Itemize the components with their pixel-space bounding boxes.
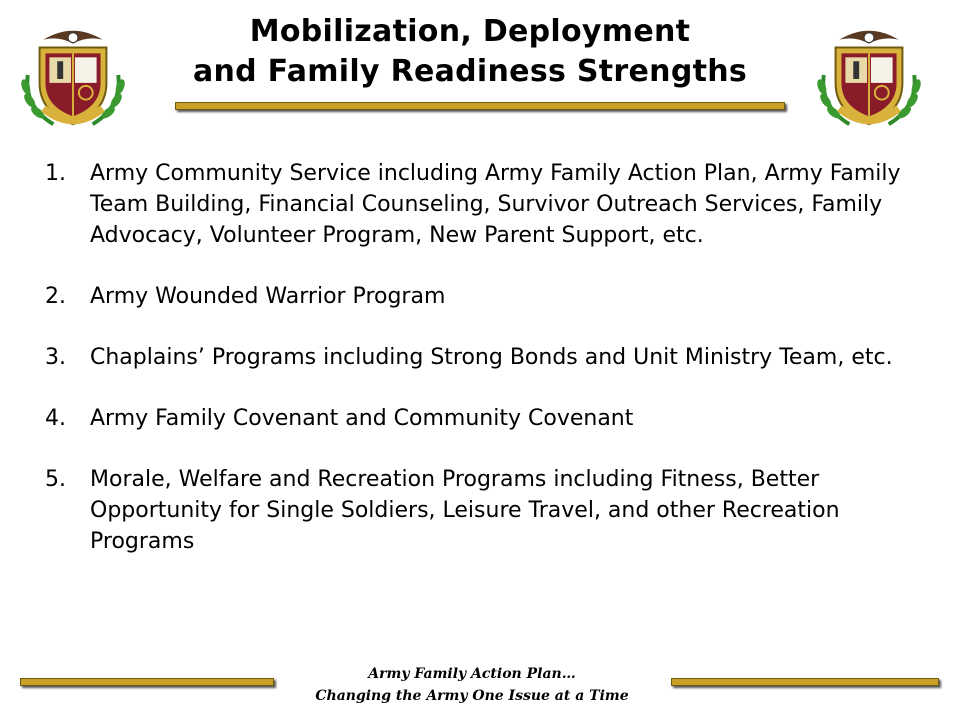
list-item-number: 5. — [45, 467, 66, 492]
footer-tagline — [272, 663, 672, 707]
strengths-list — [45, 158, 925, 587]
slide-title-line2: and Family Readiness Strengths — [192, 54, 748, 89]
list-item — [45, 342, 925, 373]
army-family-crest-icon — [810, 18, 928, 136]
title-underline-divider — [175, 102, 785, 110]
list-item-text: Chaplains’ Programs including Strong Bonds and Unit Ministry Team, etc. — [90, 345, 893, 370]
footer-right-divider — [671, 678, 939, 686]
list-item — [45, 403, 925, 434]
list-item-number: 4. — [45, 406, 66, 431]
list-item-text: Army Wounded Warrior Program — [90, 284, 446, 309]
list-item — [45, 464, 925, 557]
list-item — [45, 281, 925, 312]
list-item — [45, 158, 925, 251]
footer-line1: Army Family Action Plan… — [368, 666, 576, 682]
army-family-crest-icon — [14, 18, 132, 136]
list-item-text: Army Community Service including Army Family Action Plan, Army Family Team Building, Financial Counseling, Survivor Outreach Services, Family Advocacy, Volunteer Program, New Parent Support, etc. — [90, 161, 901, 248]
list-item-number: 3. — [45, 345, 66, 370]
slide-title — [150, 12, 790, 92]
list-item-text: Morale, Welfare and Recreation Programs including Fitness, Better Opportunity for Single Soldiers, Leisure Travel, and other Recreation Programs — [90, 467, 840, 554]
list-item-text: Army Family Covenant and Community Covenant — [90, 406, 634, 431]
footer-line2: Changing the Army One Issue at a Time — [315, 688, 629, 704]
list-item-number: 1. — [45, 161, 66, 186]
slide-title-line1: Mobilization, Deployment — [249, 14, 691, 49]
list-item-number: 2. — [45, 284, 66, 309]
footer-left-divider — [20, 678, 274, 686]
